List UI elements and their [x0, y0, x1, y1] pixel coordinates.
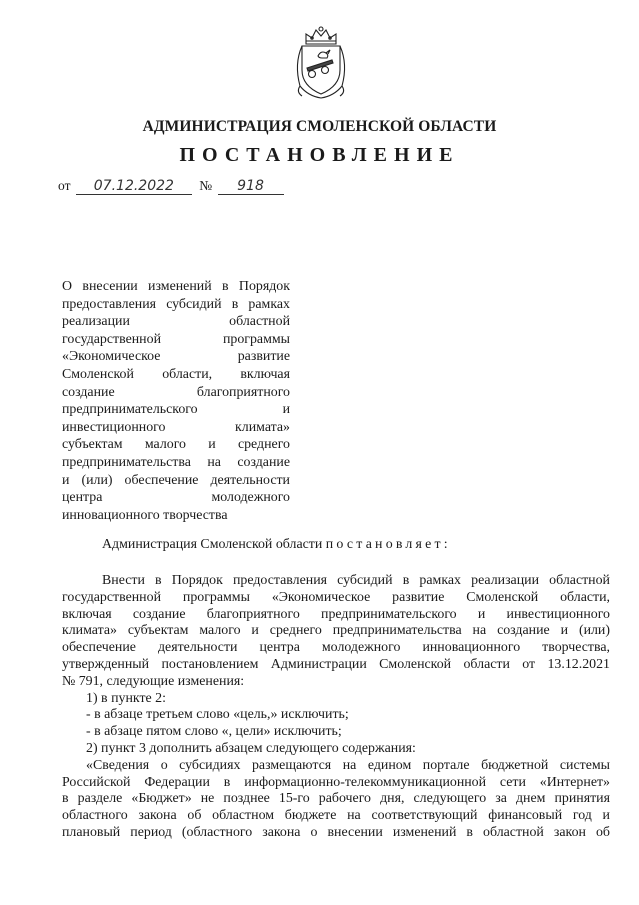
number-value: 918 — [218, 178, 284, 195]
body-line: государственной программы «Экономическое развитие Смоленской области, — [62, 589, 610, 605]
date-number-line — [58, 178, 284, 195]
intro-text: Администрация Смоленской области — [102, 537, 323, 552]
document-type-title: ПОСТАНОВЛЕНИЕ — [179, 144, 460, 166]
body-line: утвержденный постановлением Администрации Смоленской области от 13.12.2021 — [62, 656, 610, 672]
subject-line: реализации областной — [62, 314, 290, 330]
subject-line: создание благоприятного — [62, 384, 290, 400]
resolution-intro — [102, 537, 451, 553]
body-line: 1) в пункте 2: — [86, 690, 166, 706]
body-line: обеспечение деятельности центра молодежного инновационного творчества, — [62, 640, 610, 656]
document-body — [62, 573, 610, 842]
subject-line: инновационного творчества — [62, 507, 228, 523]
date-value: 07.12.2022 — [76, 178, 192, 195]
body-line: - в абзаце третьем слово «цель,» исключить; — [86, 707, 349, 723]
body-line: «Сведения о субсидиях размещаются на едином портале бюджетной системы — [86, 757, 610, 773]
subject-line: предоставления субсидий в рамках — [62, 296, 290, 312]
smolensk-coat-of-arms-icon — [292, 24, 350, 100]
subject-line: и (или) обеспечение деятельности — [62, 472, 290, 488]
number-prefix: № — [199, 178, 213, 193]
subject-line: центра молодежного — [62, 490, 290, 506]
subject-block — [62, 278, 290, 524]
body-line: № 791, следующие изменения: — [62, 673, 245, 689]
intro-spaced-verb: постановляет: — [325, 537, 451, 552]
body-line: климата» субъектам малого и среднего предпринимательства на создание и (или) — [62, 623, 610, 639]
body-line: плановый период (областного закона о внесении изменений в областной закон об — [62, 824, 610, 840]
body-line: 2) пункт 3 дополнить абзацем следующего содержания: — [86, 740, 416, 756]
subject-line: предпринимательства на создание — [62, 454, 290, 470]
body-line: областного закона об областном бюджете на соответствующий финансовый год и — [62, 808, 610, 824]
subject-line: инвестиционного климата» — [62, 419, 290, 435]
organization-title: АДМИНИСТРАЦИЯ СМОЛЕНСКОЙ ОБЛАСТИ — [142, 118, 497, 135]
body-line: Внести в Порядок предоставления субсидий в рамках реализации областной — [102, 573, 610, 588]
body-line: Российской Федерации в информационно-телекоммуникационной сети «Интернет» — [62, 774, 610, 790]
subject-line: Смоленской области, включая — [62, 366, 290, 382]
subject-line: субъектам малого и среднего — [62, 437, 290, 453]
body-line: включая создание благоприятного предпринимательского и инвестиционного — [62, 606, 610, 622]
subject-line: О внесении изменений в Порядок — [62, 279, 290, 294]
subject-line: предпринимательского и — [62, 402, 290, 418]
date-prefix: от — [58, 178, 71, 193]
body-line: - в абзаце пятом слово «, цели» исключить; — [86, 724, 342, 740]
subject-line: государственной программы — [62, 331, 290, 347]
subject-line: «Экономическое развитие — [62, 349, 290, 365]
body-line: в разделе «Бюджет» не позднее 15-го рабочего дня, следующего за днем принятия — [62, 791, 610, 807]
